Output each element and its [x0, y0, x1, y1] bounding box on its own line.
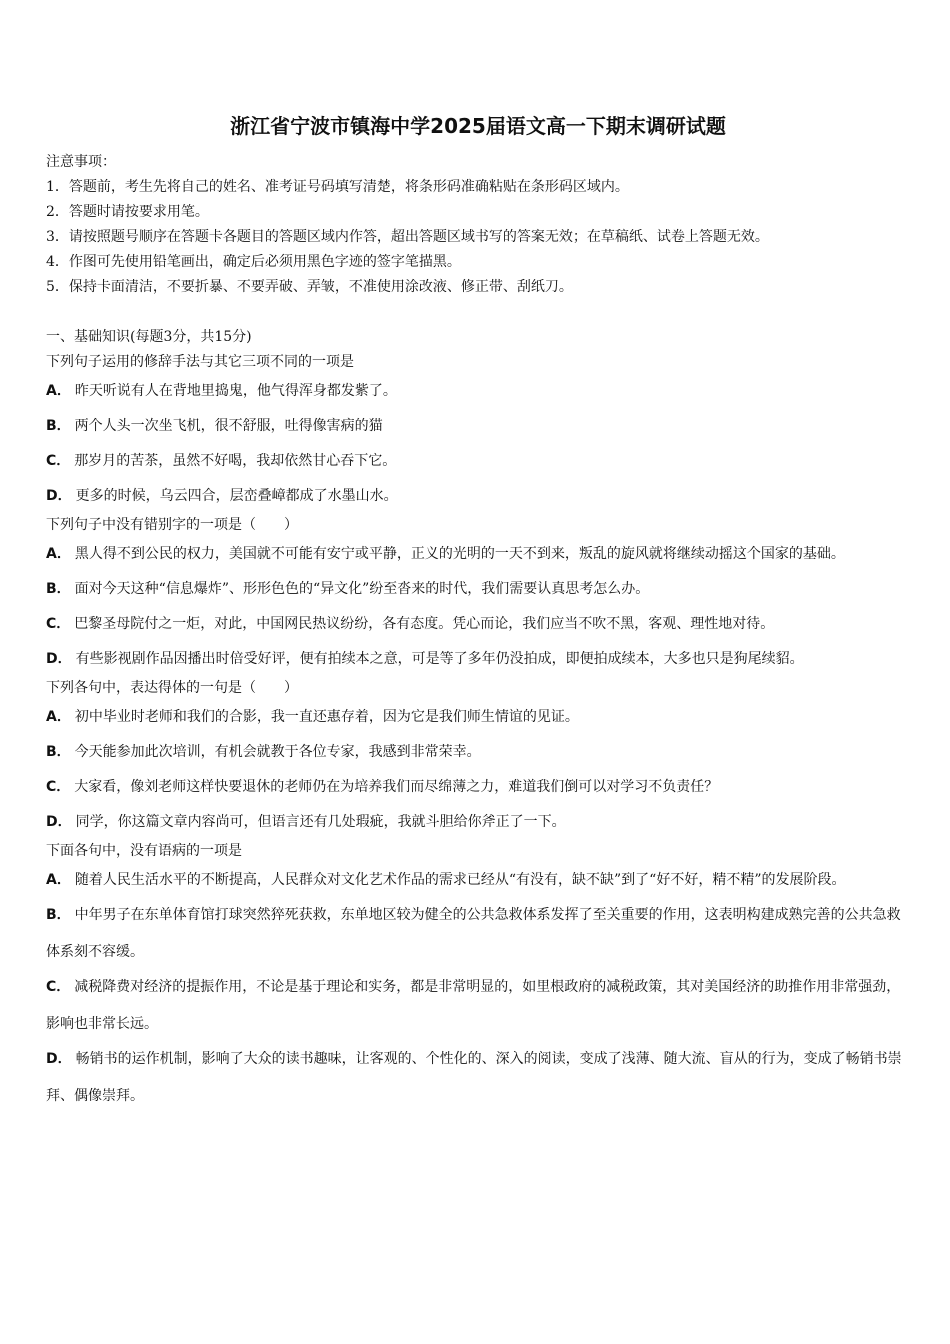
option-a: [46, 536, 910, 573]
option-b: [46, 571, 910, 608]
option-text: 今天能参加此次培训，有机会就教于各位专家，我感到非常荣幸。: [74, 744, 481, 760]
option-label: C．: [46, 453, 71, 469]
question-4: [46, 839, 910, 1115]
option-label: A．: [46, 709, 71, 725]
option-d: [46, 804, 910, 841]
question-1: [46, 350, 910, 515]
option-label: A．: [46, 383, 71, 399]
option-label: B．: [46, 581, 71, 597]
notice-item: 2．答题时请按要求用笔。: [46, 204, 209, 220]
notice-item: 3．请按照题号顺序在答题卡各题目的答题区域内作答，超出答题区域书写的答案无效；在草稿纸、试卷上答题无效。: [46, 229, 769, 245]
question-3: [46, 676, 910, 841]
option-text: 减税降费对经济的提振作用，不论是基于理论和实务，都是非常明显的，如里根政府的减税政策，其对美国经济的助推作用非常强劲，影响也非常长远。: [46, 979, 901, 1032]
notice-item: 4．作图可先使用铅笔画出，确定后必须用黑色字迹的签字笔描黑。: [46, 254, 461, 270]
option-text: 面对今天这种“信息爆炸”、形形色色的“异文化”纷至沓来的时代，我们需要认真思考怎么办。: [74, 581, 650, 597]
option-label: B．: [46, 907, 71, 923]
option-a: [46, 373, 910, 410]
option-text: 同学，你这篇文章内容尚可，但语言还有几处瑕疵，我就斗胆给你斧正了一下。: [75, 814, 566, 830]
option-text: 昨天听说有人在背地里捣鬼，他气得浑身都发紫了。: [74, 383, 397, 399]
option-label: A．: [46, 872, 71, 888]
option-d: [46, 641, 910, 678]
option-d: [46, 478, 910, 515]
option-label: D．: [46, 1051, 72, 1067]
option-c: [46, 606, 910, 643]
notice-heading: 注意事项：: [46, 154, 116, 170]
option-c: [46, 443, 910, 480]
option-text: 有些影视剧作品因播出时倍受好评，便有拍续本之意，可是等了多年仍没拍成，即便拍成续本，大多也只是狗尾续貂。: [75, 651, 804, 667]
question-2: [46, 513, 910, 678]
question-stem: 下列各句中，表达得体的一句是（ ）: [46, 680, 298, 696]
option-text: 大家看，像刘老师这样快要退休的老师仍在为培养我们而尽绵薄之力，难道我们倒可以对学习不负责任？: [74, 779, 719, 795]
option-label: D．: [46, 488, 72, 504]
question-stem: 下面各句中，没有语病的一项是: [46, 843, 242, 859]
option-b: [46, 897, 910, 971]
option-a: [46, 699, 910, 736]
section-header: 一、基础知识(每题3分，共15分): [46, 329, 252, 345]
notice-item: 5．保持卡面清洁，不要折暴、不要弄破、弄皱，不准使用涂改液、修正带、刮纸刀。: [46, 279, 573, 295]
notice-item: 1．答题前，考生先将自己的姓名、准考证号码填写清楚，将条形码准确粘贴在条形码区域内。: [46, 179, 629, 195]
option-c: [46, 769, 910, 806]
option-label: D．: [46, 814, 72, 830]
option-text: 畅销书的运作机制，影响了大众的读书趣味，让客观的、个性化的、深入的阅读，变成了浅薄、随大流、盲从的行为，变成了畅销书崇拜、偶像崇拜。: [46, 1051, 902, 1104]
option-label: C．: [46, 979, 71, 995]
option-label: D．: [46, 651, 72, 667]
option-text: 初中毕业时老师和我们的合影，我一直还惠存着，因为它是我们师生情谊的见证。: [74, 709, 579, 725]
question-stem: 下列句子中没有错别字的一项是（ ）: [46, 517, 298, 533]
option-text: 随着人民生活水平的不断提高，人民群众对文化艺术作品的需求已经从“有没有，缺不缺”到了“好不好，精不精”的发展阶段。: [74, 872, 846, 888]
question-stem: 下列句子运用的修辞手法与其它三项不同的一项是: [46, 354, 354, 370]
option-text: 中年男子在东单体育馆打球突然猝死获救，东单地区较为健全的公共急救体系发挥了至关重要的作用，这表明构建成熟完善的公共急救体系刻不容缓。: [46, 907, 901, 960]
option-a: [46, 862, 910, 899]
option-label: B．: [46, 418, 71, 434]
option-b: [46, 408, 910, 445]
option-label: C．: [46, 779, 71, 795]
option-d: [46, 1041, 910, 1115]
option-label: C．: [46, 616, 71, 632]
notice-section: [46, 150, 910, 300]
option-text: 那岁月的苦茶，虽然不好喝，我却依然甘心吞下它。: [74, 453, 397, 469]
option-text: 巴黎圣母院付之一炬，对此，中国网民热议纷纷，各有态度。凭心而论，我们应当不吹不黑，客观、理性地对待。: [74, 616, 775, 632]
option-text: 两个人头一次坐飞机，很不舒服，吐得像害病的猫: [74, 418, 383, 434]
option-text: 黑人得不到公民的权力，美国就不可能有安宁或平静，正义的光明的一天不到来，叛乱的旋风就将继续动摇这个国家的基础。: [74, 546, 845, 562]
exam-title: 浙江省宁波市镇海中学2025届语文高一下期末调研试题: [230, 114, 726, 138]
option-label: A．: [46, 546, 71, 562]
option-c: [46, 969, 910, 1043]
option-b: [46, 734, 910, 771]
option-text: 更多的时候，乌云四合，层峦叠嶂都成了水墨山水。: [75, 488, 398, 504]
option-label: B．: [46, 744, 71, 760]
